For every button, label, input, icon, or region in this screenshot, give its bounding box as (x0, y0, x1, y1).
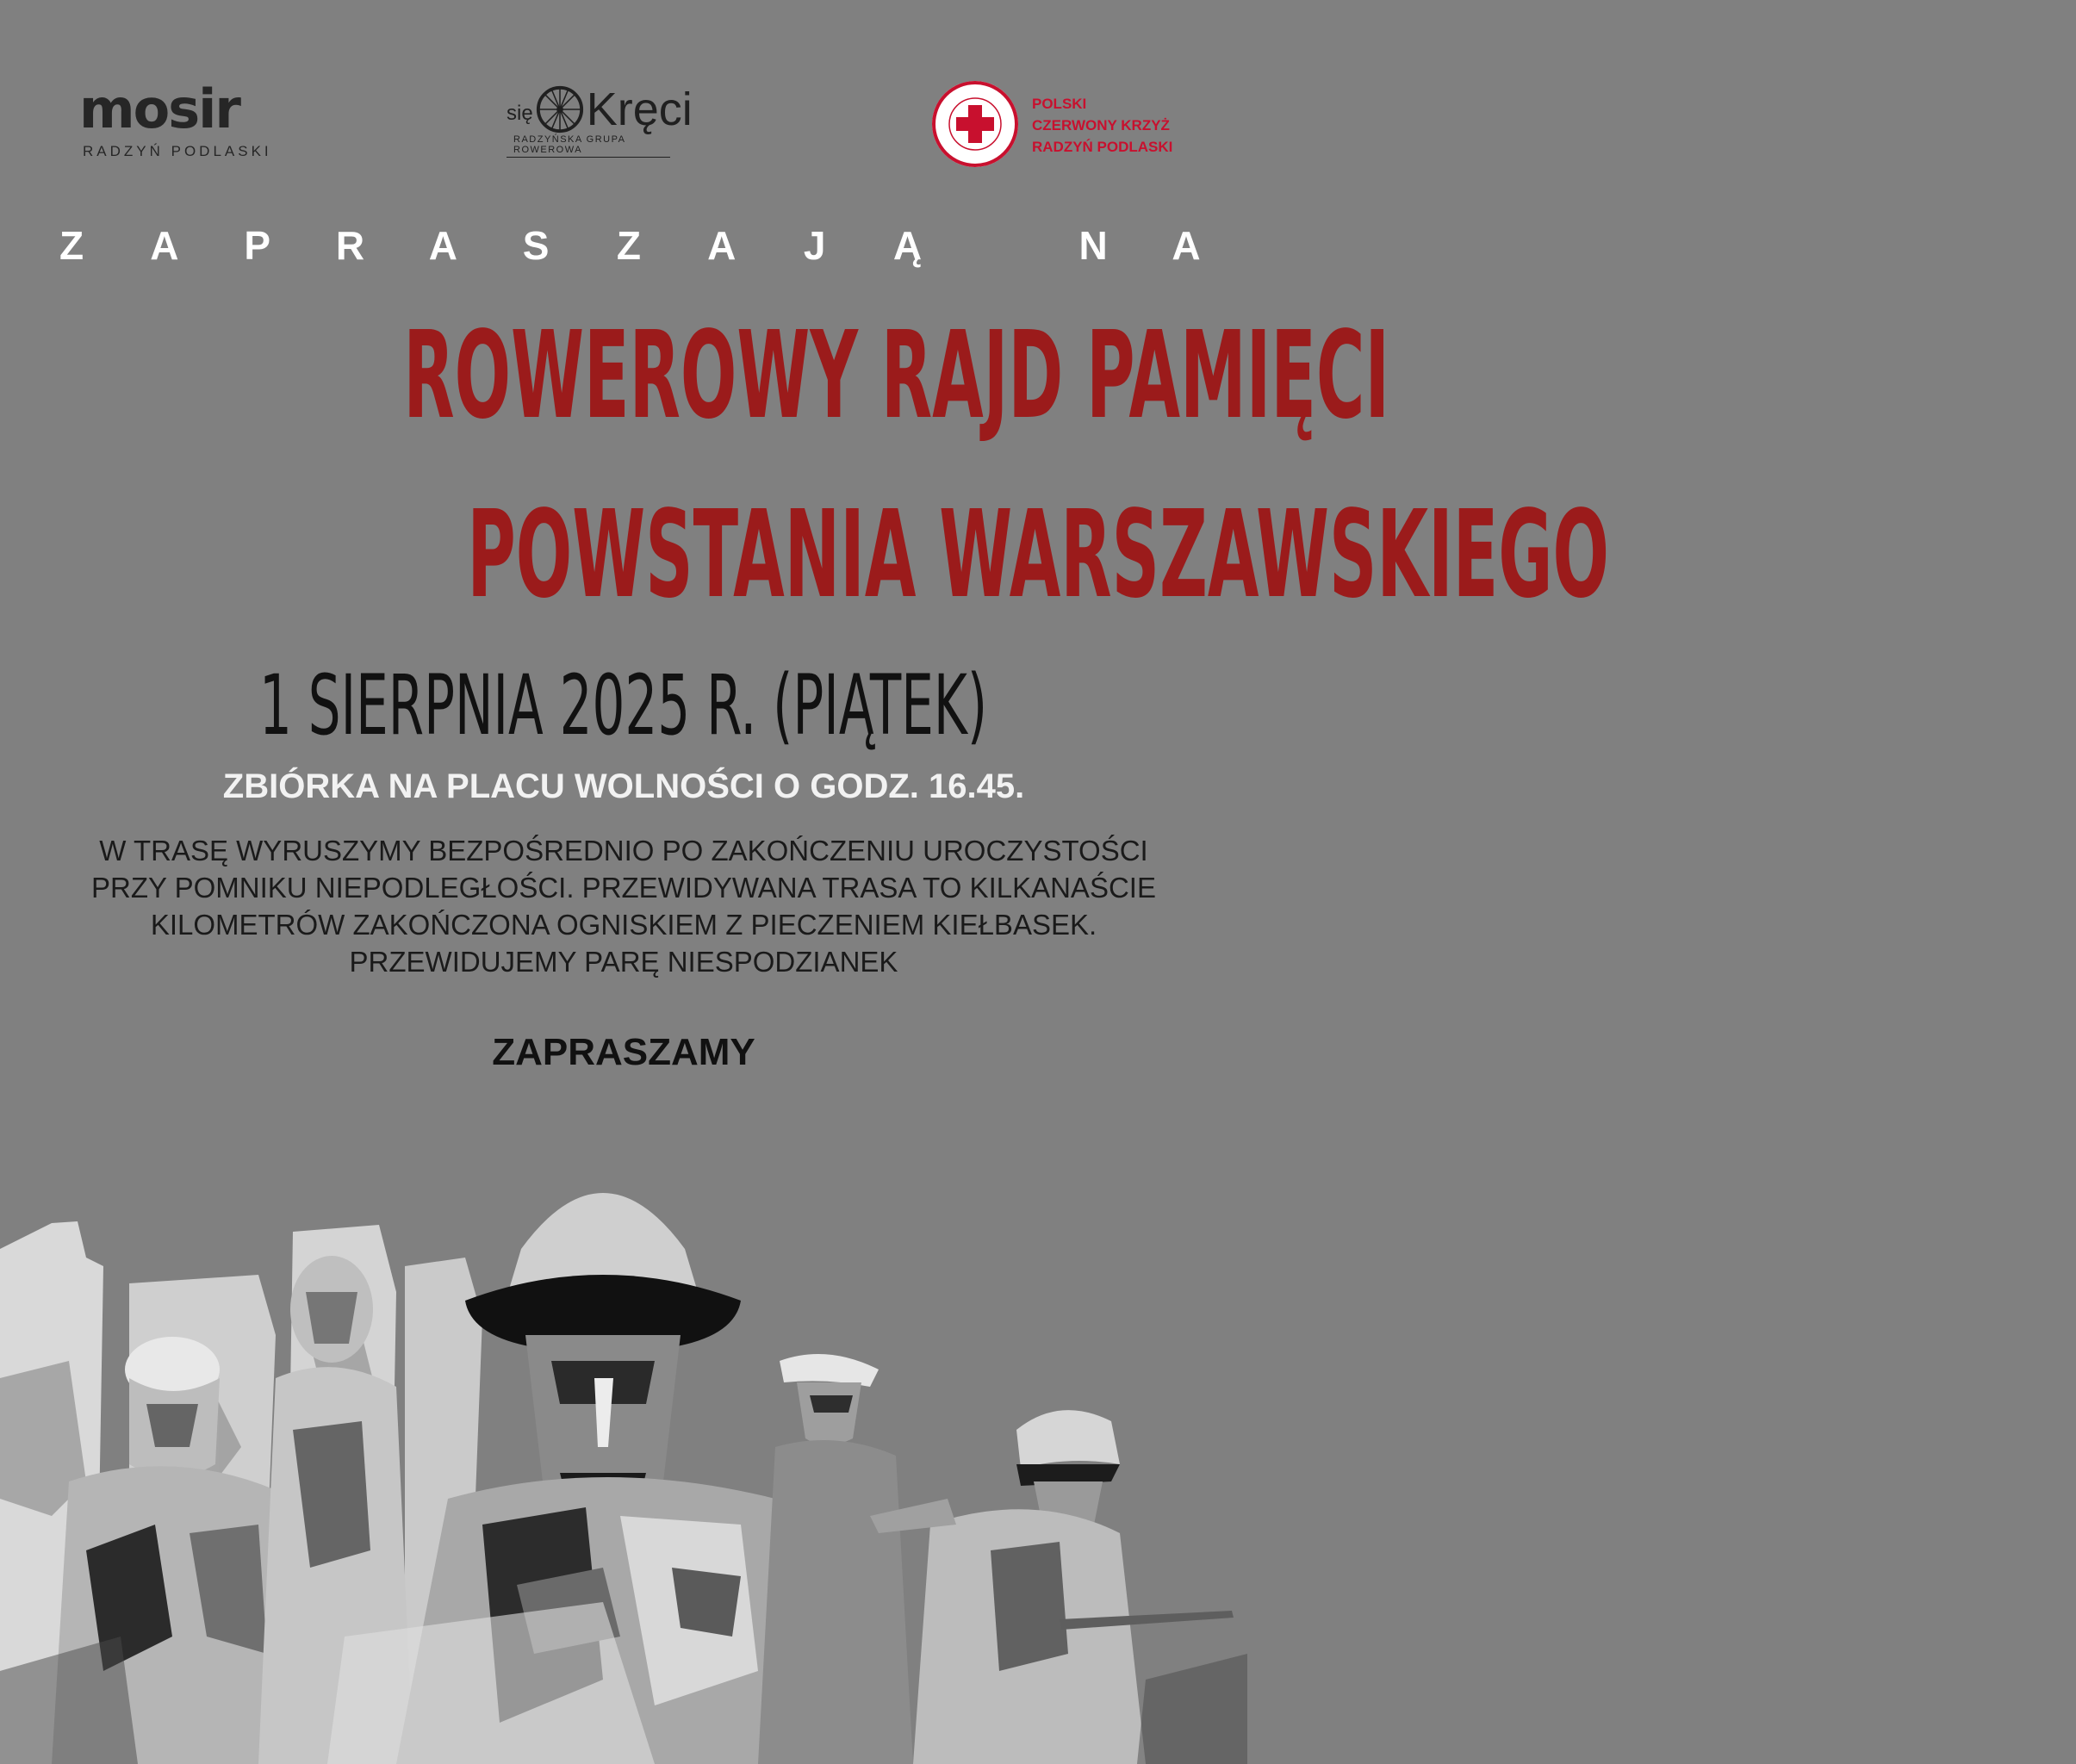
closing-invite: ZAPRASZAMY (492, 1031, 755, 1073)
siekreci-logo (507, 79, 693, 165)
mosir-logo (79, 78, 277, 160)
meeting-info: ZBIÓRKA NA PLACU WOLNOŚCI O GODZ. 16.45. (222, 767, 1025, 805)
invite-letter: J (803, 223, 826, 268)
siekreci-logo-prefix: się (507, 102, 533, 125)
bicycle-wheel-icon (535, 84, 585, 134)
invite-letter: A (150, 223, 179, 268)
invite-letter: Z (616, 223, 642, 268)
invite-heading (52, 222, 1206, 269)
red-cross-badge-icon (930, 79, 1020, 169)
event-title-line-1 (0, 303, 1390, 450)
invite-letter: R (335, 223, 365, 268)
mosir-logo-word: mosir (79, 78, 239, 140)
event-title-text: POWSTANIA WARSZAWSKIEGO (467, 485, 1609, 625)
event-title-line-2 (0, 482, 1609, 629)
invite-letter: N (1078, 223, 1108, 268)
invite-letter: Ą (892, 223, 923, 268)
siekreci-logo-subtitle: RADZYŃSKA GRUPA ROWEROWA (507, 134, 670, 158)
warsaw-uprising-monument-icon (0, 1120, 1247, 1764)
invite-letter: A (428, 223, 457, 268)
description-line: W TRASĘ WYRUSZYMY BEZPOŚREDNIO PO ZAKOŃCZENIU UROCZYSTOŚCI (99, 835, 1148, 866)
mosir-logo-subtitle: RADZYŃ PODLASKI (83, 143, 272, 159)
description-line: PRZEWIDUJEMY PARĘ NIESPODZIANEK (349, 946, 898, 978)
invite-letter: A (1172, 223, 1201, 268)
description-line: KILOMETRÓW ZAKOŃCZONA OGNISKIEM Z PIECZENIEM KIEŁBASEK. (150, 909, 1097, 941)
event-date (0, 658, 1247, 753)
invite-letter (980, 222, 1020, 269)
pck-logo-line: POLSKI (1032, 96, 1087, 112)
pck-logo-line: CZERWONY KRZYŻ (1032, 117, 1170, 134)
invite-letter: A (707, 223, 737, 268)
invite-letter: P (244, 223, 270, 268)
pck-logo (930, 79, 1189, 174)
invite-letter: S (522, 223, 550, 268)
pck-logo-text (1032, 93, 1172, 158)
event-title-text: ROWEROWY RAJD PAMIĘCI (403, 306, 1390, 446)
event-date-text: 1 SIERPNIA 2025 R. (PIĄTEK) (259, 657, 988, 754)
event-description (34, 832, 1213, 980)
siekreci-logo-word: Kręci (586, 84, 693, 135)
description-line: PRZY POMNIKU NIEPODLEGŁOŚCI. PRZEWIDYWANA TRASA TO KILKANAŚCIE (91, 872, 1156, 904)
pck-logo-line: RADZYŃ PODLASKI (1032, 139, 1173, 155)
invite-letter: Z (59, 223, 84, 268)
